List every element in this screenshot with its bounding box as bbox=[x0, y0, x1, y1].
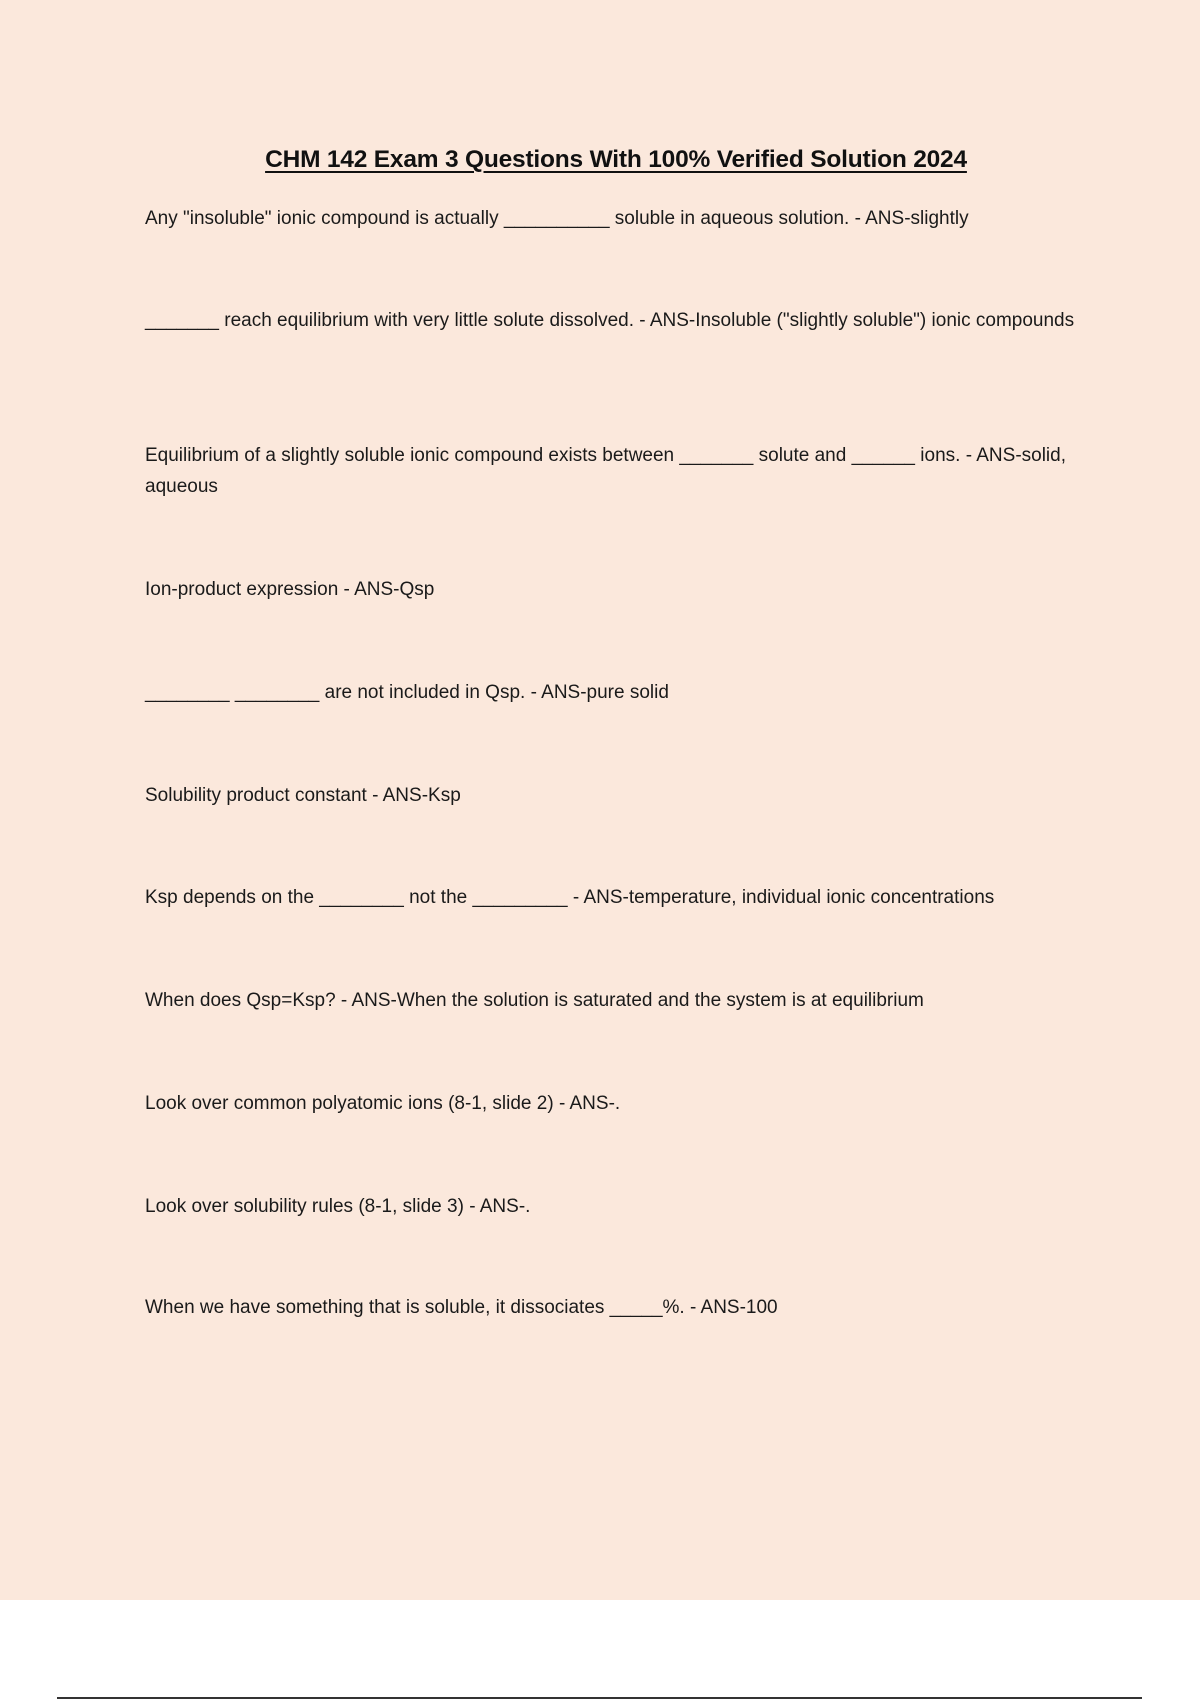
qa-item-3: Equilibrium of a slightly soluble ionic compound exists between _______ solute and ______ ions. - ANS-solid, aqueous bbox=[145, 445, 1072, 497]
qa-item-6: Solubility product constant - ANS-Ksp bbox=[145, 785, 461, 806]
qa-item-1: Any "insoluble" ionic compound is actually __________ soluble in aqueous solution. - ANS-slightly bbox=[145, 208, 969, 229]
page-title: CHM 142 Exam 3 Questions With 100% Verified Solution 2024 bbox=[265, 146, 967, 173]
qa-item-5: ________ ________ are not included in Qsp. - ANS-pure solid bbox=[145, 682, 669, 703]
qa-item-4: Ion-product expression - ANS-Qsp bbox=[145, 579, 435, 600]
footer-divider bbox=[57, 1697, 1142, 1699]
qa-item-7: Ksp depends on the ________ not the _________ - ANS-temperature, individual ionic concentrations bbox=[145, 887, 995, 908]
qa-item-2: _______ reach equilibrium with very little solute dissolved. - ANS-Insoluble ("slightly soluble") ionic compounds bbox=[145, 310, 1075, 331]
qa-item-11: When we have something that is soluble, it dissociates _____%. - ANS-100 bbox=[145, 1297, 778, 1318]
qa-item-8: When does Qsp=Ksp? - ANS-When the solution is saturated and the system is at equilibrium bbox=[145, 990, 924, 1011]
qa-item-10: Look over solubility rules (8-1, slide 3) - ANS-. bbox=[145, 1196, 531, 1217]
qa-item-9: Look over common polyatomic ions (8-1, slide 2) - ANS-. bbox=[145, 1093, 621, 1114]
